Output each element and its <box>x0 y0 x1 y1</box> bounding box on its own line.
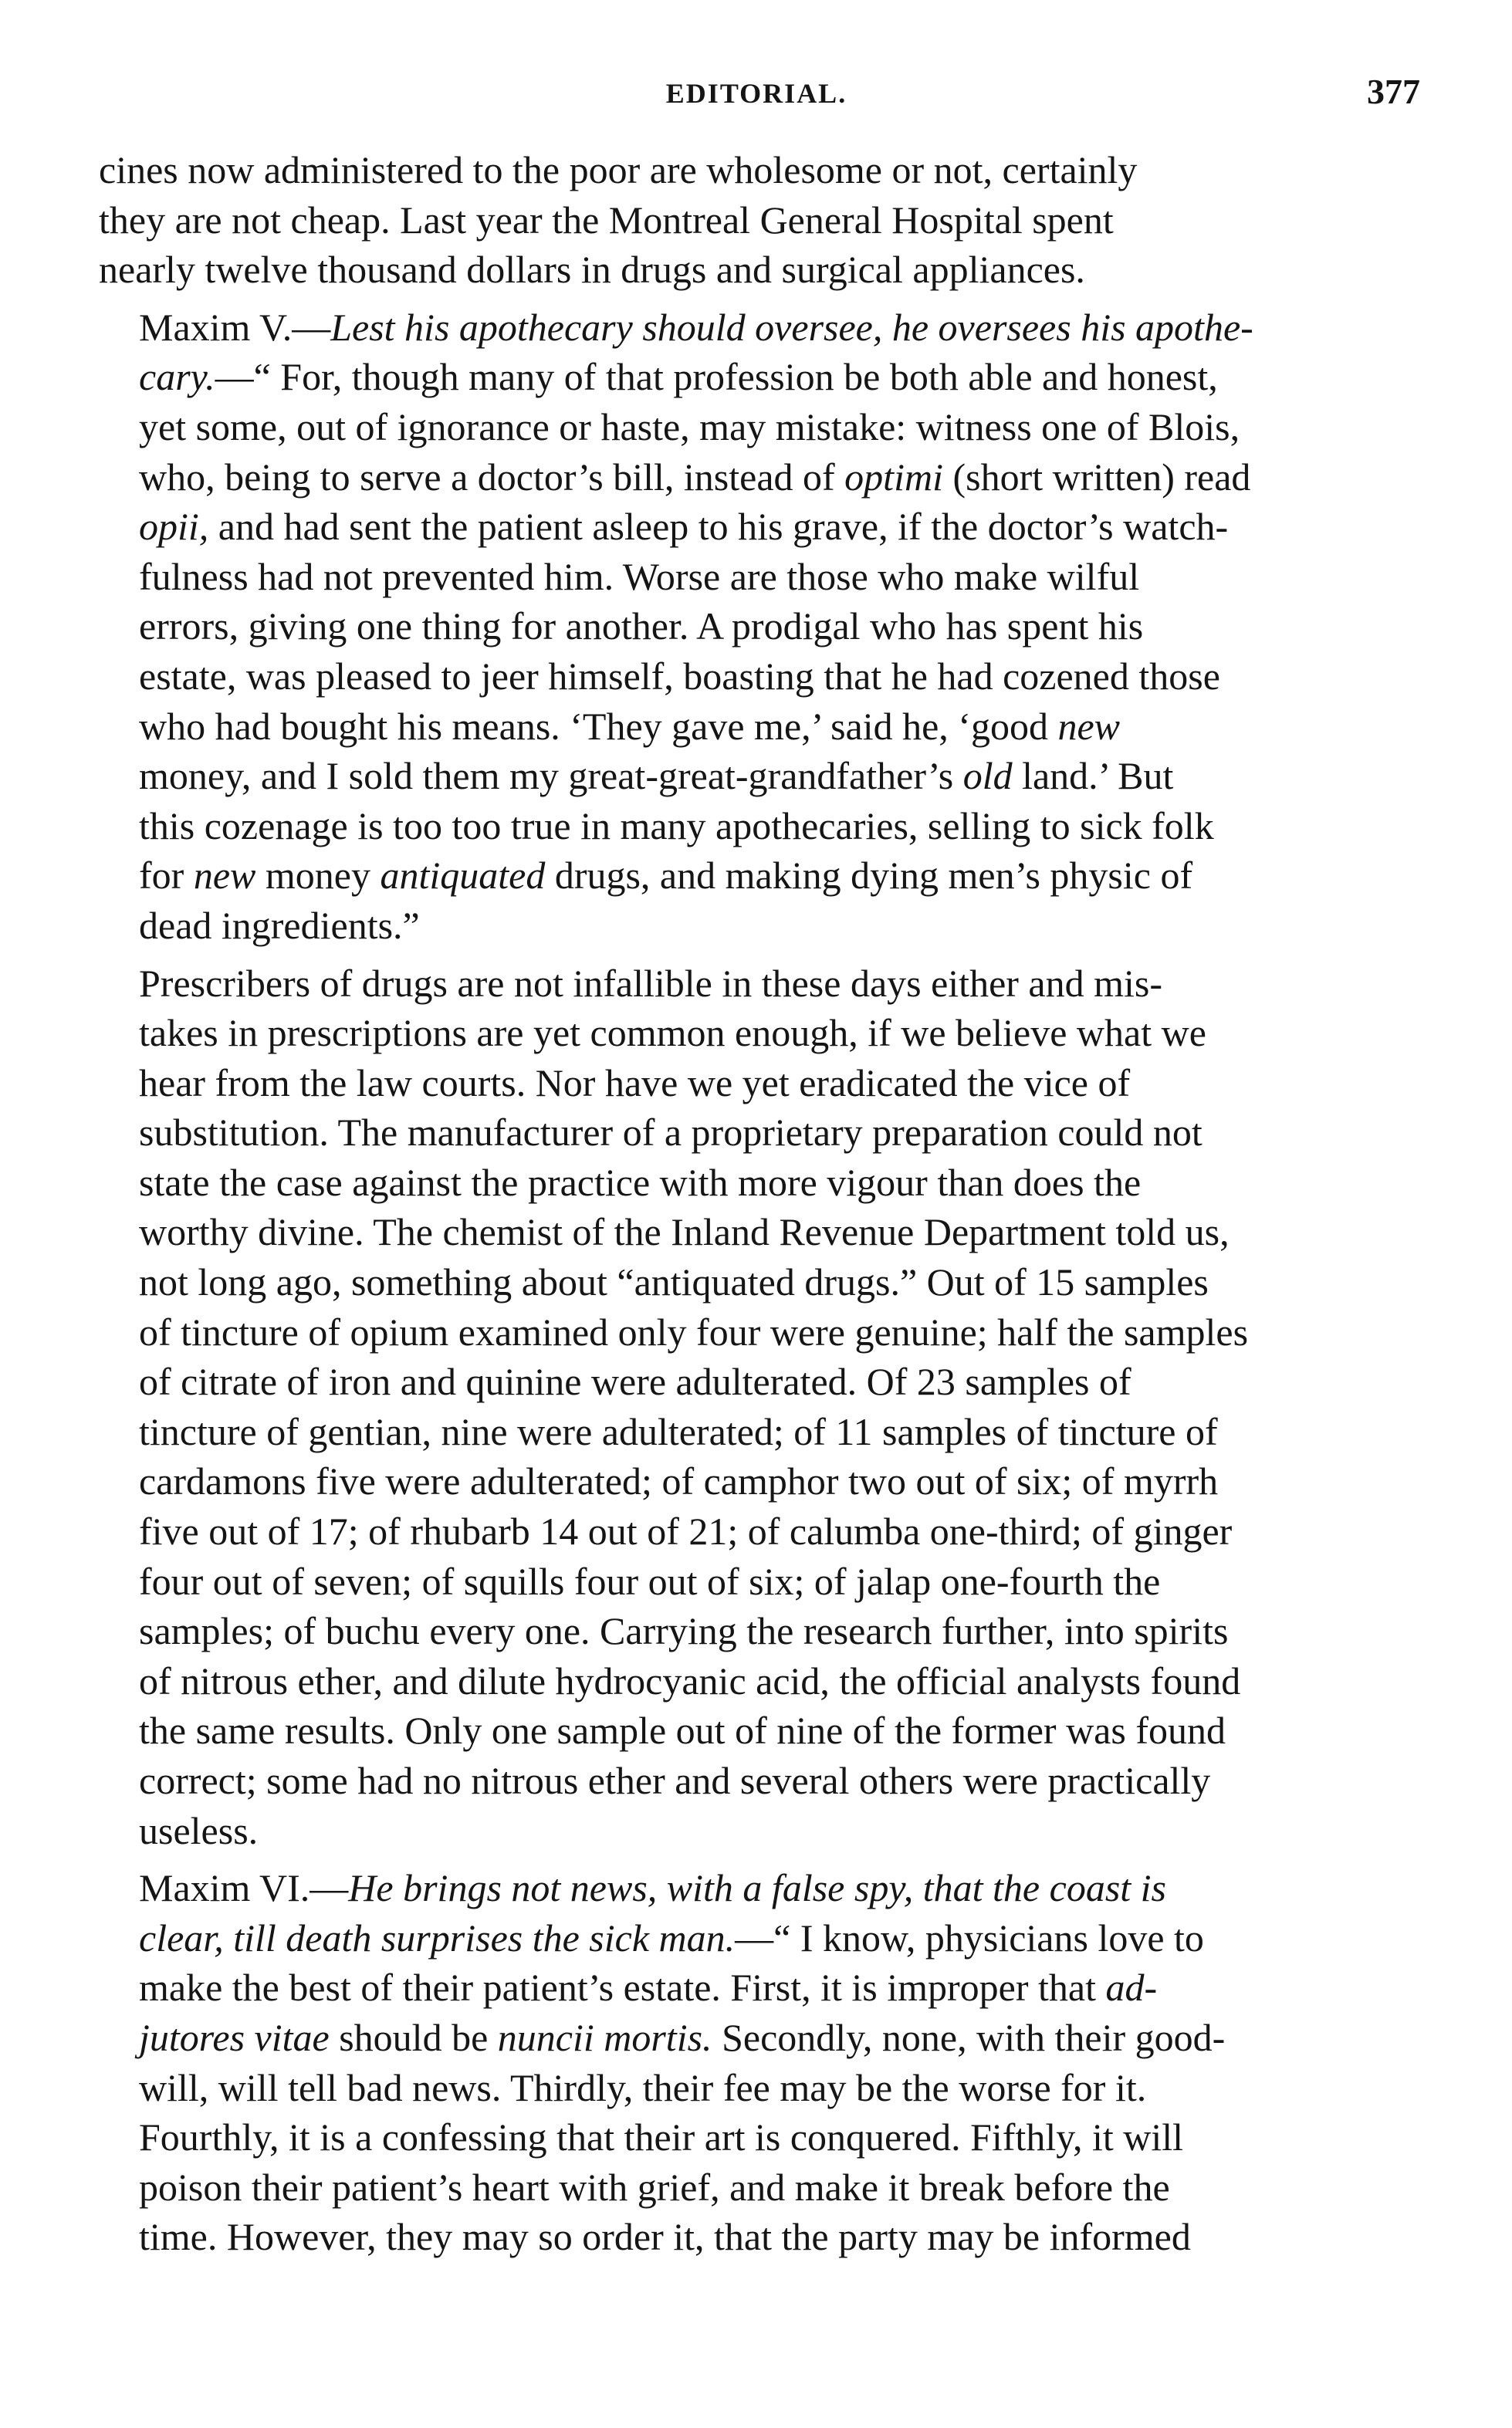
text-line <box>99 1456 1411 1507</box>
italic-text: He brings not news, with a false spy, that the coast is <box>348 1866 1167 1910</box>
text-line <box>99 1207 1411 1257</box>
text-segment: make the best of their patient’s estate. First, it is improper that <box>139 1966 1106 2010</box>
paragraph <box>99 145 1411 295</box>
text-segment: who had bought his means. ‘They gave me,’ said he, ‘good <box>139 704 1058 748</box>
text-segment: four out of seven; of squills four out of six; of jalap one-fourth the <box>139 1559 1161 1603</box>
text-line <box>99 1706 1411 1756</box>
paragraph <box>99 1863 1411 2262</box>
text-line <box>99 1863 1411 1913</box>
text-line <box>99 145 1411 195</box>
text-segment: (short written) read <box>942 455 1251 499</box>
italic-text: cary. <box>139 355 215 399</box>
text-line <box>99 2212 1411 2262</box>
text-line <box>99 1606 1411 1656</box>
italic-text: opii, <box>139 505 209 549</box>
text-segment: fulness had not prevented him. Worse are those who make wilful <box>139 554 1140 598</box>
text-line <box>99 1557 1411 1607</box>
text-segment: Prescribers of drugs are not infallible in these days either and mis- <box>139 961 1163 1005</box>
text-segment: Maxim VI.— <box>139 1866 349 1910</box>
italic-text: nuncii mortis. <box>497 2015 712 2059</box>
text-segment: cardamons five were adulterated; of camphor two out of six; of myrrh <box>139 1459 1219 1503</box>
text-segment: substitution. The manufacturer of a proprietary preparation could not <box>139 1111 1202 1155</box>
text-line <box>99 702 1411 752</box>
text-segment: estate, was pleased to jeer himself, boasting that he had cozened those <box>139 654 1220 698</box>
text-segment: nearly twelve thousand dollars in drugs and surgical appliances. <box>99 248 1085 292</box>
italic-text: old <box>962 754 1013 798</box>
text-segment: and had sent the patient asleep to his grave, if the doctor’s watch- <box>208 505 1229 549</box>
text-segment: yet some, out of ignorance or haste, may mistake: witness one of Blois, <box>139 404 1240 448</box>
text-line <box>99 2013 1411 2063</box>
text-segment: correct; some had no nitrous ether and several others were practically <box>139 1759 1211 1802</box>
text-line <box>99 850 1411 901</box>
text-segment: —“ For, though many of that profession be both able and honest, <box>215 355 1218 399</box>
text-line <box>99 1913 1411 1963</box>
paragraph <box>99 303 1411 951</box>
text-segment: state the case against the practice with more vigour than does the <box>139 1160 1142 1204</box>
text-segment: money <box>255 854 381 898</box>
text-line <box>99 1158 1411 1208</box>
text-segment: they are not cheap. Last year the Montreal General Hospital spent <box>99 198 1114 242</box>
text-line <box>99 801 1411 851</box>
italic-text: ad- <box>1105 1966 1158 2010</box>
text-line <box>99 452 1411 502</box>
text-line <box>99 245 1411 295</box>
page-number: 377 <box>1367 72 1420 111</box>
text-segment: of nitrous ether, and dilute hydrocyanic acid, the official analysts found <box>139 1659 1241 1703</box>
text-segment: land.’ But <box>1012 754 1174 798</box>
text-line <box>99 2163 1411 2213</box>
italic-text: clear, till death surprises the sick man. <box>139 1916 736 1960</box>
text-segment: samples; of buchu every one. Carrying the research further, into spirits <box>139 1609 1229 1653</box>
text-line <box>99 1756 1411 1806</box>
text-line <box>99 1307 1411 1358</box>
text-line <box>99 1507 1411 1557</box>
italic-text: new <box>1057 704 1121 748</box>
text-segment: dead ingredients.” <box>139 903 420 947</box>
text-line <box>99 2063 1411 2113</box>
text-segment: worthy divine. The chemist of the Inland Revenue Department told us, <box>139 1210 1230 1254</box>
running-title: EDITORIAL. <box>665 78 847 109</box>
text-segment: Secondly, none, with their good- <box>712 2015 1226 2059</box>
italic-text: optimi <box>844 455 943 499</box>
text-segment: who, being to serve a doctor’s bill, instead of <box>139 455 845 499</box>
text-segment: poison their patient’s heart with grief, and make it break before the <box>139 2165 1170 2209</box>
text-line <box>99 901 1411 951</box>
text-segment: of citrate of iron and quinine were adulterated. Of 23 samples of <box>139 1360 1131 1404</box>
text-line <box>99 1107 1411 1158</box>
text-segment: tincture of gentian, nine were adulterated; of 11 samples of tincture of <box>139 1409 1218 1453</box>
text-line <box>99 601 1411 651</box>
text-line <box>99 552 1411 602</box>
italic-text: antiquated <box>380 854 546 898</box>
paragraph <box>99 959 1411 1856</box>
text-line <box>99 651 1411 702</box>
text-line <box>99 1407 1411 1457</box>
text-line <box>99 1257 1411 1307</box>
text-segment: takes in prescriptions are yet common enough, if we believe what we <box>139 1011 1206 1055</box>
text-line <box>99 502 1411 552</box>
text-segment: five out of 17; of rhubarb 14 out of 21; of calumba one-third; of ginger <box>139 1510 1233 1554</box>
text-line <box>99 402 1411 452</box>
text-segment: of tincture of opium examined only four were genuine; half the samples <box>139 1310 1249 1354</box>
text-line <box>99 1357 1411 1407</box>
text-segment: Maxim V.— <box>139 305 331 349</box>
italic-text: Lest his apothecary should oversee, he oversees his apothe- <box>330 305 1253 349</box>
text-segment: this cozenage is too too true in many apothecaries, selling to sick folk <box>139 803 1214 847</box>
text-line <box>99 1806 1411 1856</box>
text-segment: the same results. Only one sample out of nine of the former was found <box>139 1709 1226 1753</box>
text-segment: cines now administered to the poor are wholesome or not, certainly <box>99 148 1138 191</box>
italic-text: jutores vitae <box>139 2015 330 2059</box>
italic-text: new <box>193 854 256 898</box>
text-segment: for <box>139 854 194 898</box>
text-line <box>99 1963 1411 2013</box>
text-line <box>99 195 1411 245</box>
text-line <box>99 1656 1411 1706</box>
running-header <box>93 71 1420 117</box>
text-line <box>99 352 1411 402</box>
text-line <box>99 303 1411 353</box>
text-segment: time. However, they may so order it, that the party may be informed <box>139 2215 1191 2259</box>
text-line <box>99 751 1411 801</box>
text-segment: —“ I know, physicians love to <box>735 1916 1204 1960</box>
text-segment: errors, giving one thing for another. A prodigal who has spent his <box>139 604 1144 648</box>
text-segment: not long ago, something about “antiquated drugs.” Out of 15 samples <box>139 1260 1209 1304</box>
text-line <box>99 2112 1411 2163</box>
text-segment: Fourthly, it is a confessing that their art is conquered. Fifthly, it will <box>139 2115 1184 2159</box>
text-segment: hear from the law courts. Nor have we yet eradicated the vice of <box>139 1060 1131 1104</box>
text-segment: drugs, and making dying men’s physic of <box>545 854 1193 898</box>
text-line <box>99 1058 1411 1108</box>
text-segment: useless. <box>139 1808 259 1852</box>
text-line <box>99 959 1411 1009</box>
text-line <box>99 1008 1411 1058</box>
text-segment: money, and I sold them my great-great-grandfather’s <box>139 754 963 798</box>
text-segment: will, will tell bad news. Thirdly, their fee may be the worse for it. <box>139 2065 1147 2109</box>
body-text <box>99 145 1411 2270</box>
text-segment: should be <box>329 2015 498 2059</box>
